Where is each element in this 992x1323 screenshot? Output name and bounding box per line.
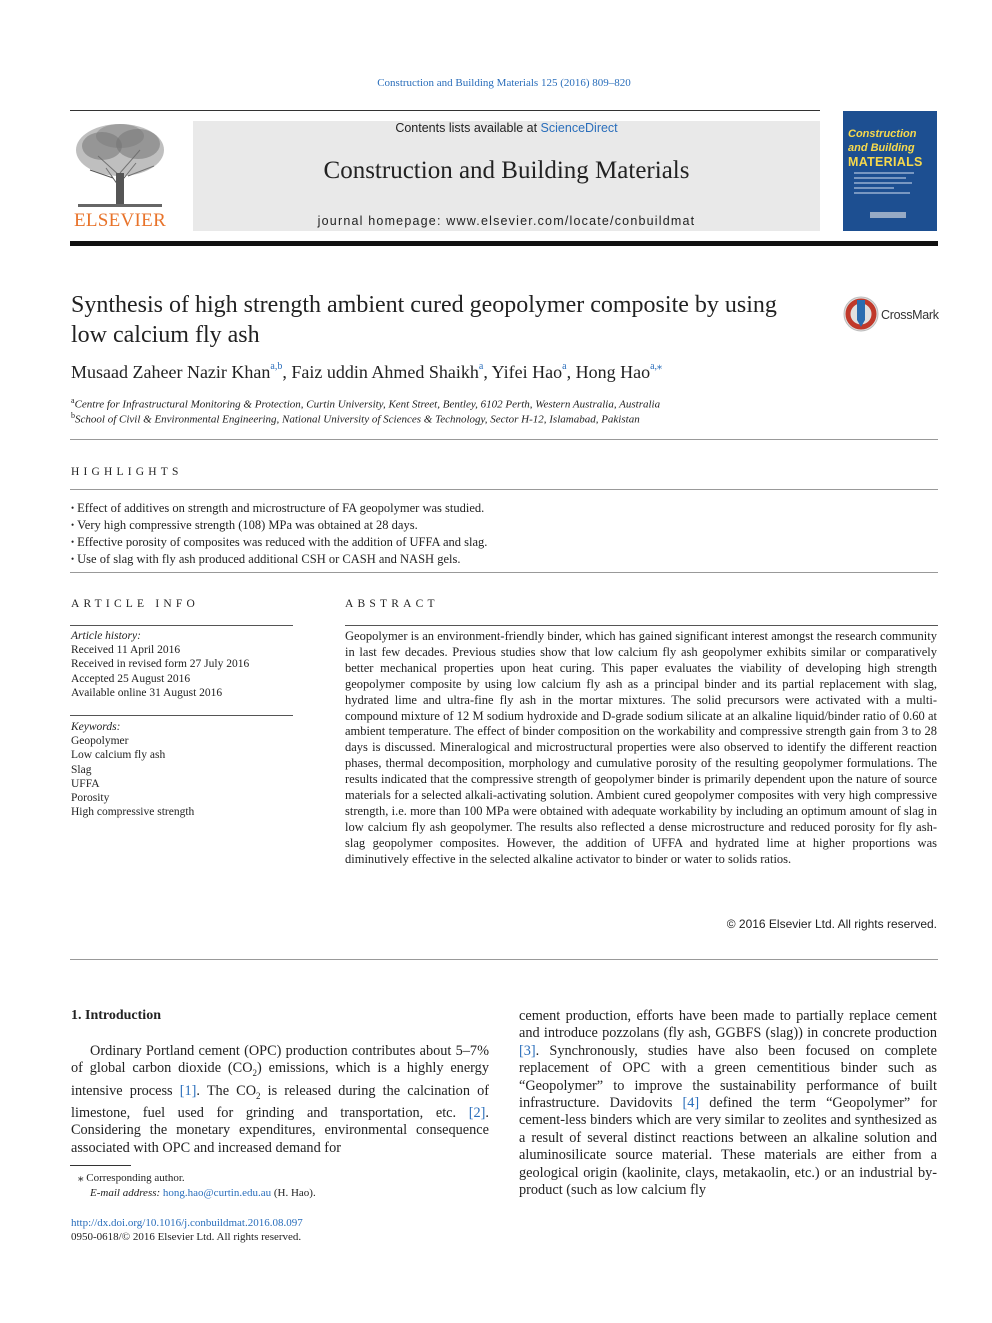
- keyword: Geopolymer: [71, 735, 129, 748]
- issn-line: 0950-0618/© 2016 Elsevier Ltd. All rights reserved.: [71, 1231, 302, 1243]
- contents-available-line: [193, 121, 820, 135]
- author-affiliation-marker[interactable]: a: [478, 361, 484, 372]
- divider: [70, 715, 293, 716]
- keyword: Porosity: [71, 792, 110, 805]
- author-name[interactable]: Yifei Hao: [491, 362, 563, 382]
- author-name[interactable]: Faiz uddin Ahmed Shaikh: [291, 362, 479, 382]
- contents-prefix: Contents lists available at: [395, 121, 541, 135]
- highlights-heading: HIGHLIGHTS: [71, 466, 183, 478]
- email-link[interactable]: hong.hao@curtin.edu.au: [162, 1187, 272, 1199]
- keywords: [71, 720, 294, 819]
- footnote-rule: [70, 1165, 131, 1166]
- history-entry: Received 11 April 2016: [71, 644, 181, 657]
- divider: [345, 625, 938, 626]
- section-heading: 1. Introduction: [71, 1008, 161, 1023]
- keyword: High compressive strength: [71, 806, 195, 819]
- header-thick-rule: [70, 241, 938, 246]
- elsevier-wordmark: ELSEVIER: [73, 210, 167, 231]
- sciencedirect-link[interactable]: ScienceDirect: [540, 121, 618, 135]
- crossmark-icon[interactable]: [843, 296, 879, 332]
- header-top-rule: [70, 110, 820, 111]
- cover-title-line3: MATERIALS: [848, 155, 923, 169]
- abstract-copyright: © 2016 Elsevier Ltd. All rights reserved.: [726, 917, 937, 931]
- intro-right-column: cement production, efforts have been made to partially replace cement and introduce pozzolans (fly ash, GGBFS (slag)) in concrete production [3]. Synchronously, studies have also been focused on complete replacement of OPC with a green cementitious binder such as “Geopolymer” to improve the sustainability performance of built infrastructure. Davidovits [4] defined the term “Geopolymer” for cement-less binders which are very similar to zeolites and synthesized as a result of several distinct reactions between an alkaline solution and aluminosilicate source material. These materials are either from a geological origin (kaolinite, clays, metakaolin, etc.) or an industrial by-product (such as low calcium fly: [519, 1008, 937, 1199]
- citation-link[interactable]: [1]: [179, 1082, 197, 1099]
- journal-reference[interactable]: Construction and Building Materials 125 (2016) 809–820: [377, 77, 631, 89]
- keyword: Low calcium fly ash: [71, 749, 166, 762]
- highlight-item: • Very high compressive strength (108) MPa was obtained at 28 days.: [71, 517, 931, 534]
- highlights-list: [71, 500, 931, 568]
- article-info-heading: ARTICLE INFO: [71, 598, 199, 610]
- history-entry: Available online 31 August 2016: [71, 686, 223, 699]
- author-affiliation-marker[interactable]: a: [562, 361, 567, 372]
- citation-link[interactable]: [2]: [468, 1104, 486, 1121]
- author-affiliation-marker[interactable]: a,b: [270, 361, 283, 372]
- highlight-item: • Effect of additives on strength and microstructure of FA geopolymer was studied.: [71, 500, 931, 517]
- abstract-heading: ABSTRACT: [345, 598, 439, 610]
- divider: [70, 439, 938, 440]
- divider: [70, 572, 938, 573]
- intro-left-column: Ordinary Portland cement (OPC) production contributes about 5–7% of global carbon dioxide $(CO_2)$ emissions, which is a highly energy intensive process [1]. The $CO_2$ is released during the calcination of limestone, fuel used for grinding and transportation, etc. [2]. Considering the monetary expenditures, environmental consequence associated with OPC and increased demand for: [71, 1043, 489, 1156]
- article-history-label: Article history:: [71, 630, 141, 642]
- abstract-text: Geopolymer is an environment-friendly binder, which has gained significant interest amongst the research community in last few decades. Previous studies show that low calcium fly ash geopolymer exhibits similar or comparatively better mechanical properties upon heat curing. This paper evaluates the viability of developing high strength geopolymer composite by using low calcium fly ash as a principal binder and its partial replacement with slag, hydrated lime and ultra-fine fly ash in the mortar mixtures. The solid precursors were activated with a multi-compound mixture of 12 M sodium hydroxide and D-grade sodium silicate at an alkaline liquid/binder ratio of 0.60 at ambient temperature. The effect of binder composition on the workability and compressive strength gain from 3 to 28 days is discussed. Mineralogical and microstructural properties were also observed to identify the different reaction phases, thermal decomposition, morphology and cumulative porosity of the resulting geopolymer formulations. The results indicated that the compressive strength of geopolymer binder is primarily dependent upon the nature of source materials for a selected alkali-activating solution. Ambient cured geopolymer composites with very high compressive strength, i.e. more than 100 MPa were obtained with adequate workability by including an optimum amount of slag in low calcium fly ash geopolymer. The results also reflected a dense microstructure and reduced porosity for fly ash-slag geopolymer composites. However, the addition of UFFA and hydrated lime at higher proportions was diminutively effective in the selected alkaline activator to binder or water to solids ratios.: [345, 629, 937, 866]
- divider: [70, 625, 293, 626]
- author-name[interactable]: Hong Hao: [575, 362, 651, 382]
- article-title: Synthesis of high strength ambient cured geopolymer composite by using low calcium fly ash: [71, 292, 777, 348]
- author-list: Musaad Zaheer Nazir Khan$^{a,b}$, Faiz uddin Ahmed Shaikh$^a$, Yifei Hao$^a$, Hong Hao$^{a,⁎}$: [71, 361, 663, 382]
- journal-name: Construction and Building Materials: [323, 157, 690, 184]
- crossmark-label[interactable]: CrossMark: [881, 308, 939, 322]
- article-history: [71, 629, 294, 700]
- doi-link[interactable]: http://dx.doi.org/10.1016/j.conbuildmat.2016.08.097: [71, 1217, 303, 1229]
- divider: [70, 489, 938, 490]
- history-entry: Accepted 25 August 2016: [71, 672, 191, 685]
- email-note: E-mail address: hong.hao@curtin.edu.au (H. Hao).: [90, 1187, 316, 1199]
- affiliation-a: $^a$Centre for Infrastructural Monitoring & Protection, Curtin University, Kent Street, Bentley, 6102 Perth, Western Australia, Australia: [71, 396, 661, 411]
- divider: [70, 959, 938, 960]
- cover-title-line2: and Building: [848, 142, 915, 154]
- keyword: Slag: [71, 763, 92, 776]
- corresponding-author-note: ⁎ Corresponding author.: [78, 1172, 185, 1184]
- author-name[interactable]: Musaad Zaheer Nazir Khan: [71, 362, 271, 382]
- highlight-item: • Use of slag with fly ash produced additional CSH or CASH and NASH gels.: [71, 551, 931, 568]
- cover-title-line1: Construction: [848, 128, 917, 140]
- cover-title: [848, 127, 936, 170]
- keywords-label: Keywords:: [71, 721, 121, 733]
- citation-link[interactable]: [4]: [682, 1095, 700, 1112]
- history-entry: Received in revised form 27 July 2016: [71, 658, 250, 671]
- keyword: UFFA: [71, 777, 100, 790]
- citation-link[interactable]: [3]: [519, 1042, 536, 1059]
- journal-homepage[interactable]: journal homepage: www.elsevier.com/locate/conbuildmat: [317, 214, 696, 228]
- author-affiliation-marker[interactable]: a,⁎: [650, 361, 663, 372]
- doi-link-line: [71, 1217, 303, 1229]
- affiliation-b: $^b$School of Civil & Environmental Engineering, National University of Sciences & Technology, Sector H-12, Islamabad, Pakistan: [71, 411, 640, 426]
- highlight-item: • Effective porosity of composites was reduced with the addition of UFFA and slag.: [71, 534, 931, 551]
- cover-decoration: [850, 170, 930, 225]
